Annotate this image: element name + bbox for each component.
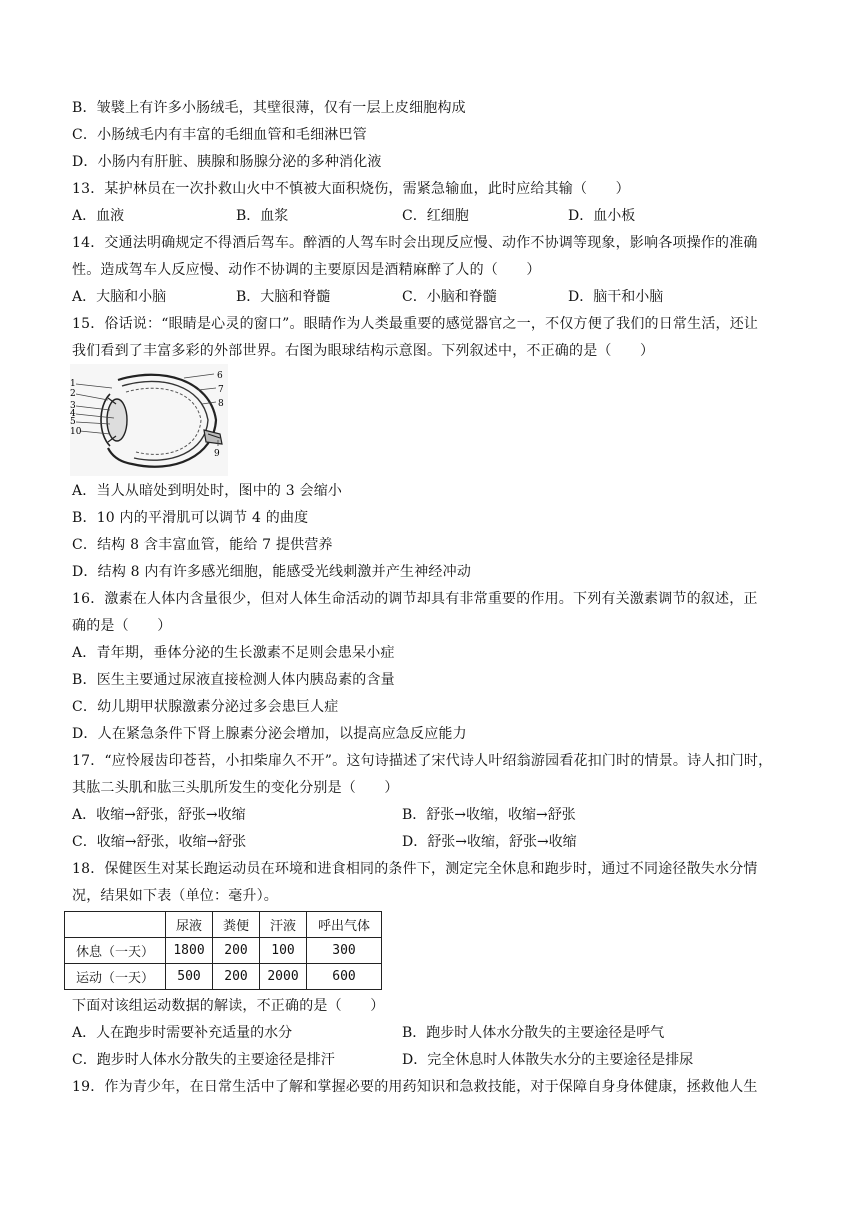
eye-label-5: 5 <box>70 417 76 427</box>
water-loss-table <box>64 911 382 990</box>
table-cell: 运动（一天） <box>65 964 166 990</box>
table-cell: 休息（一天） <box>65 938 166 964</box>
eyeball-diagram <box>70 364 228 476</box>
q16-option-c: C．幼儿期甲状腺激素分泌过多会患巨人症 <box>72 699 339 715</box>
table-cell: 300 <box>307 938 382 964</box>
q17-option-d: D．舒张→收缩，舒张→收缩 <box>402 834 577 850</box>
q17-option-c: C．收缩→舒张，收缩→舒张 <box>72 834 247 850</box>
table-cell: 1800 <box>166 938 213 964</box>
q17-stem-line1: 17．“应怜屐齿印苍苔，小扣柴扉久不开”。这句诗描述了宋代诗人叶绍翁游园看花扣门时的情景。诗人扣门时， <box>72 753 773 769</box>
q15-option-d: D．结构 8 内有许多感光细胞，能感受光线刺激并产生神经冲动 <box>72 564 472 580</box>
table-cell: 200 <box>213 938 260 964</box>
q18-stem-line2: 况，结果如下表（单位：毫升）。 <box>72 888 278 904</box>
q18-options-row2 <box>72 1051 792 1069</box>
q18-option-b: B．跑步时人体水分散失的主要途径是呼气 <box>402 1025 665 1041</box>
q17-option-b: B．舒张→收缩，收缩→舒张 <box>402 807 576 823</box>
q13-stem: 13．某护林员在一次扑救山火中不慎被大面积烧伤，需紧急输血，此时应给其输（ ） <box>72 181 630 197</box>
eye-label-9: 9 <box>214 449 220 459</box>
q16-option-d: D．人在紧急条件下肾上腺素分泌会增加，以提高应急反应能力 <box>72 726 467 742</box>
q14-option-c: C．小脑和脊髓 <box>402 289 497 305</box>
q15-option-b: B．10 内的平滑肌可以调节 4 的曲度 <box>72 510 309 526</box>
q18-option-d: D．完全休息时人体散失水分的主要途径是排尿 <box>402 1052 694 1068</box>
q16-stem-line2: 确的是（ ） <box>72 618 172 634</box>
q16-option-a: A．青年期，垂体分泌的生长激素不足则会患呆小症 <box>72 645 395 661</box>
q16-stem-line1: 16．激素在人体内含量很少，但对人体生命活动的调节却具有非常重要的作用。下列有关激素调节的叙述，正 <box>72 591 758 607</box>
q15-stem-line2: 我们看到了丰富多彩的外部世界。右图为眼球结构示意图。下列叙述中，不正确的是（ ） <box>72 343 655 359</box>
table-cell: 100 <box>260 938 307 964</box>
eye-label-2: 2 <box>70 389 76 399</box>
table-header-row <box>65 912 382 938</box>
eye-label-4: 4 <box>70 409 76 419</box>
eye-label-3: 3 <box>70 401 76 411</box>
table-cell: 500 <box>166 964 213 990</box>
q17-stem-line2: 其肱二头肌和肱三头肌所发生的变化分别是（ ） <box>72 780 399 796</box>
table-header-cell: 尿液 <box>166 912 213 938</box>
q15-stem-line1: 15．俗话说：“眼睛是心灵的窗口”。眼睛作为人类最重要的感觉器官之一，不仅方便了我们的日常生活，还让 <box>72 316 759 332</box>
q14-option-d: D．脑干和小脑 <box>568 289 664 305</box>
eyeball-drawing <box>70 364 228 476</box>
q14-stem-line1: 14．交通法明确规定不得酒后驾车。醉酒的人驾车时会出现反应慢、动作不协调等现象，影响各项操作的准确 <box>72 235 758 251</box>
q15-option-a: A．当人从暗处到明处时，图中的 3 会缩小 <box>72 483 343 499</box>
eye-label-6: 6 <box>217 371 223 381</box>
q17-options-row2 <box>72 833 792 851</box>
q12-option-b: B．皱襞上有许多小肠绒毛，其壁很薄，仅有一层上皮细胞构成 <box>72 100 466 116</box>
table-header-cell: 呼出气体 <box>307 912 382 938</box>
eye-label-10: 10 <box>70 427 82 437</box>
q13-options <box>72 207 792 225</box>
q15-option-c: C．结构 8 含丰富血管，能给 7 提供营养 <box>72 537 333 553</box>
q13-option-d: D．血小板 <box>568 208 636 224</box>
q17-options-row1 <box>72 806 792 824</box>
eye-label-7: 7 <box>218 385 224 395</box>
eye-label-1: 1 <box>70 379 76 389</box>
table-cell: 600 <box>307 964 382 990</box>
table-cell: 2000 <box>260 964 307 990</box>
q13-option-b: B．血浆 <box>236 208 289 224</box>
q18-option-a: A．人在跑步时需要补充适量的水分 <box>72 1025 293 1041</box>
q19-stem-line1: 19．作为青少年，在日常生活中了解和掌握必要的用药知识和急救技能，对于保障自身身体健康，拯救他人生 <box>72 1079 758 1095</box>
q12-option-c: C．小肠绒毛内有丰富的毛细血管和毛细淋巴管 <box>72 127 367 143</box>
q14-option-a: A．大脑和小脑 <box>72 289 167 305</box>
table-header-cell: 粪便 <box>213 912 260 938</box>
table-cell: 200 <box>213 964 260 990</box>
table-header-cell <box>65 912 166 938</box>
table-row <box>65 964 382 990</box>
q18-stem-line1: 18．保健医生对某长跑运动员在环境和进食相同的条件下，测定完全休息和跑步时，通过不同途径散失水分情 <box>72 861 758 877</box>
q18-option-c: C．跑步时人体水分散失的主要途径是排汗 <box>72 1052 335 1068</box>
q14-option-b: B．大脑和脊髓 <box>236 289 331 305</box>
eye-label-8: 8 <box>218 399 224 409</box>
table-header-cell: 汗液 <box>260 912 307 938</box>
q16-option-b: B．医生主要通过尿液直接检测人体内胰岛素的含量 <box>72 672 395 688</box>
q14-stem-line2: 性。造成驾车人反应慢、动作不协调的主要原因是酒精麻醉了人的（ ） <box>72 262 541 278</box>
q14-options <box>72 288 792 306</box>
table-row <box>65 938 382 964</box>
q17-option-a: A．收缩→舒张，舒张→收缩 <box>72 807 246 823</box>
q12-option-d: D．小肠内有肝脏、胰腺和肠腺分泌的多种消化液 <box>72 154 382 170</box>
q13-option-c: C．红细胞 <box>402 208 469 224</box>
q18-options-row1 <box>72 1024 792 1042</box>
q13-option-a: A．血液 <box>72 208 125 224</box>
q18-stem-line3: 下面对该组运动数据的解读，不正确的是（ ） <box>72 998 385 1014</box>
